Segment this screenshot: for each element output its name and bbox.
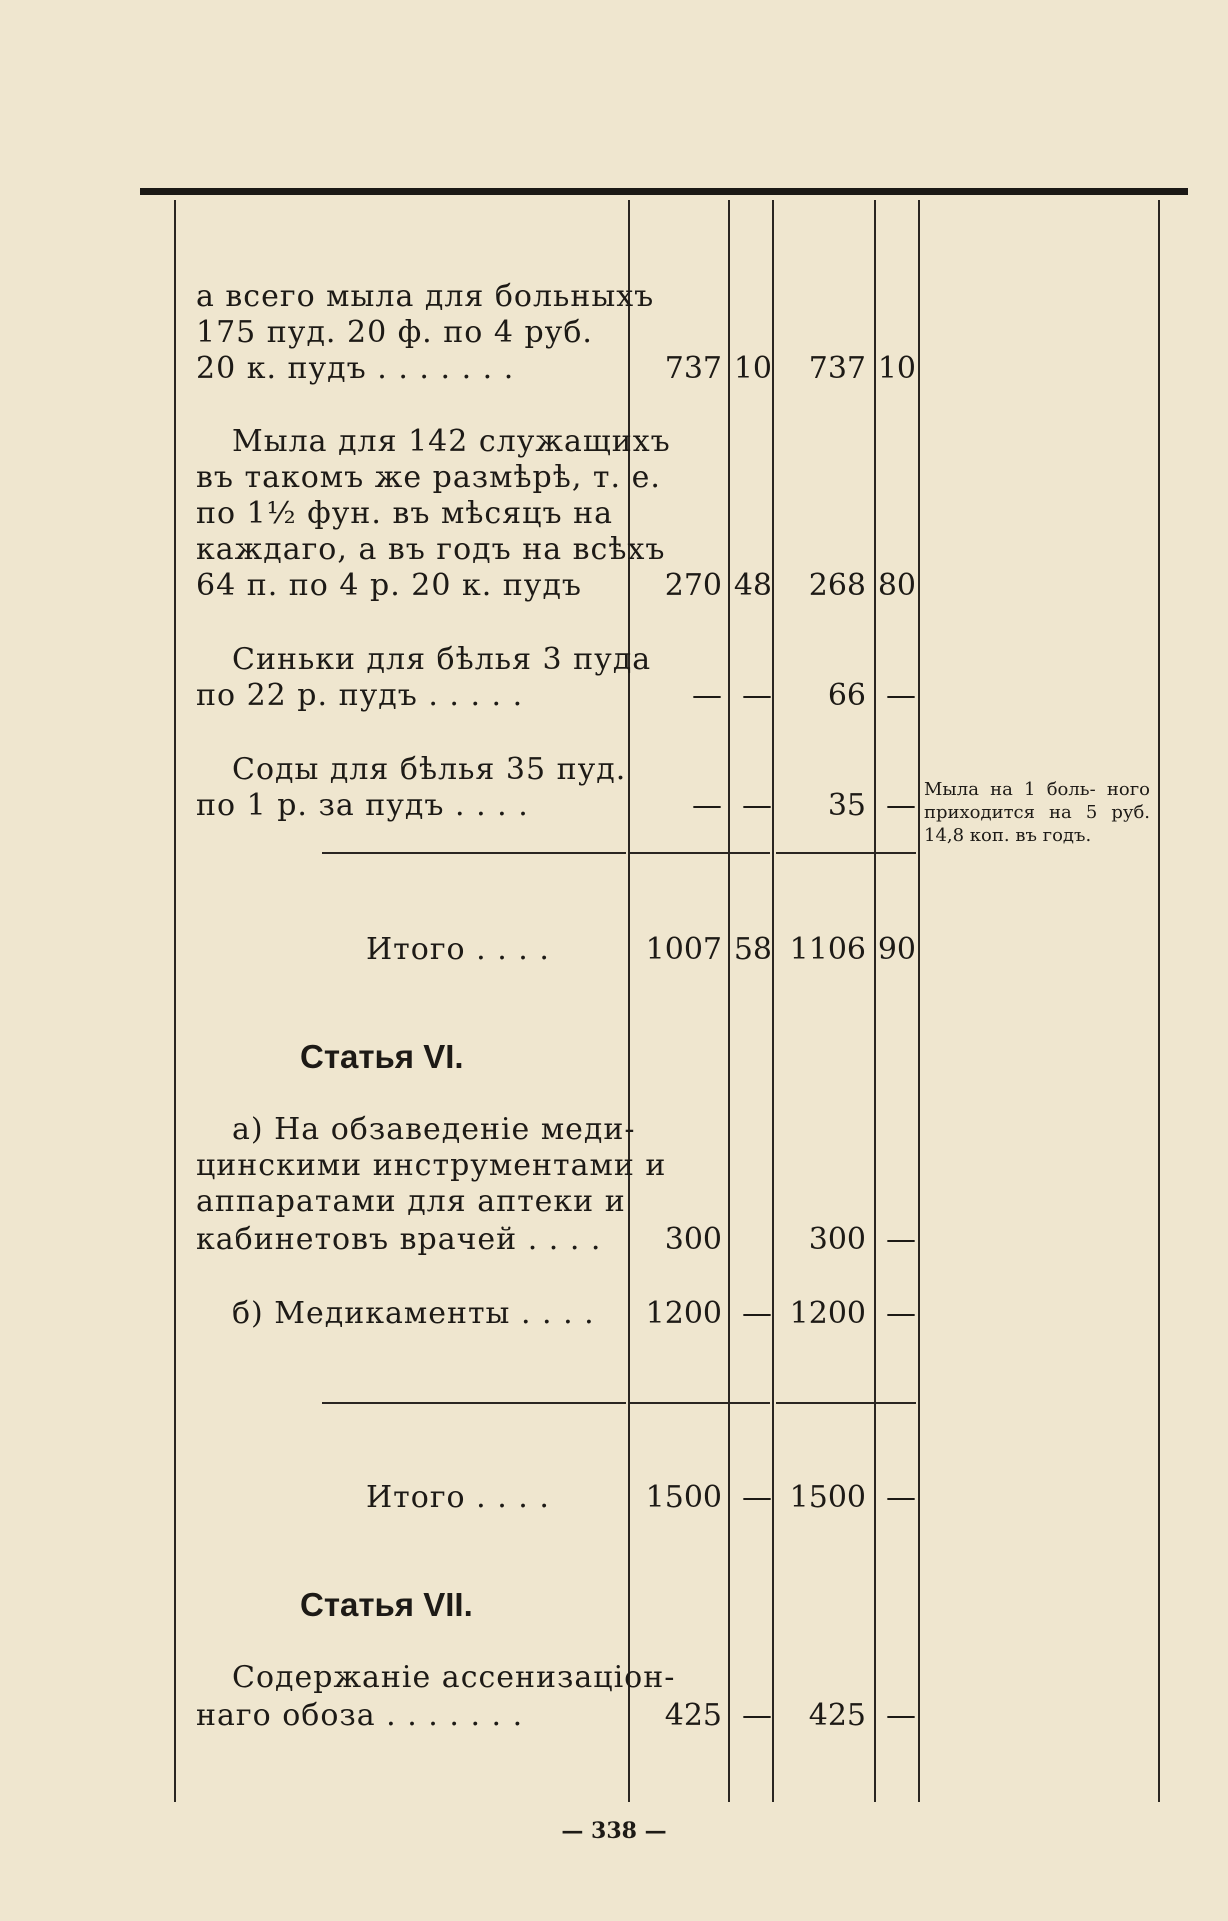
amount-kop: 48 xyxy=(733,568,772,603)
total-rub: 1500 xyxy=(645,1480,722,1515)
total-kop: — xyxy=(742,1480,772,1515)
row-text: а) На обзаведеніе меди- xyxy=(232,1112,636,1147)
amount-rub: 66 xyxy=(827,678,866,713)
total-kop: 58 xyxy=(733,932,772,967)
amount-rub: 737 xyxy=(664,351,722,386)
total-label: Итого . . . . xyxy=(366,932,550,967)
column-divider xyxy=(918,200,920,1802)
amount-kop: 10 xyxy=(877,351,916,386)
amount-rub: 1200 xyxy=(645,1296,722,1331)
subtotal-rule xyxy=(322,852,626,854)
page-number: — 338 — xyxy=(561,1818,667,1844)
row-text: кабинетовъ врачей . . . . xyxy=(196,1222,602,1257)
total-label: Итого . . . . xyxy=(366,1480,550,1515)
section-heading: Статья VII. xyxy=(300,1586,473,1623)
row-text: 20 к. пудъ . . . . . . . xyxy=(196,351,515,386)
left-border xyxy=(174,200,176,1802)
amount-rub: 737 xyxy=(808,351,866,386)
margin-note: Мыла на 1 боль- ного приходится на 5 руб. 14,8 коп. въ годъ. xyxy=(924,779,1150,846)
total-rub: 1007 xyxy=(645,932,722,967)
row-text: цинскими инструментами и xyxy=(196,1148,667,1183)
row-text: Соды для бѣлья 35 пуд. xyxy=(232,752,627,787)
column-divider xyxy=(772,200,774,1802)
row-text: наго обоза . . . . . . . xyxy=(196,1698,524,1733)
row-text: по 1 р. за пудъ . . . . xyxy=(196,788,529,823)
amount-kop: — xyxy=(886,1698,916,1733)
amount-kop: 10 xyxy=(733,351,772,386)
subtotal-rule xyxy=(630,1402,770,1404)
amount-kop: — xyxy=(742,1698,772,1733)
right-border xyxy=(1158,200,1160,1802)
row-text: б) Медикаменты . . . . xyxy=(232,1296,595,1331)
row-text: аппаратами для аптеки и xyxy=(196,1184,626,1219)
amount-kop: — xyxy=(742,678,772,713)
row-text: въ такомъ же размѣрѣ, т. е. xyxy=(196,460,661,495)
row-text: Синьки для бѣлья 3 пуда xyxy=(232,642,652,677)
amount-kop: — xyxy=(886,1296,916,1331)
amount-rub: 425 xyxy=(808,1698,866,1733)
amount-kop: — xyxy=(886,788,916,823)
row-text: Содержаніе ассенизаціон- xyxy=(232,1660,676,1695)
subtotal-rule xyxy=(322,1402,626,1404)
amount-kop: — xyxy=(742,1296,772,1331)
amount-rub: 425 xyxy=(664,1698,722,1733)
amount-kop: 80 xyxy=(877,568,916,603)
row-text: Мыла для 142 служащихъ xyxy=(232,424,671,459)
total-kop: — xyxy=(886,1480,916,1515)
amount-rub: 300 xyxy=(664,1222,722,1257)
row-text: 64 п. по 4 р. 20 к. пудъ xyxy=(196,568,583,603)
subtotal-rule xyxy=(776,852,916,854)
column-divider xyxy=(874,200,876,1802)
amount-rub: 270 xyxy=(664,568,722,603)
row-text: каждаго, а въ годъ на всѣхъ xyxy=(196,532,666,567)
amount-rub: 35 xyxy=(827,788,866,823)
row-text: по 22 р. пудъ . . . . . xyxy=(196,678,524,713)
amount-kop: — xyxy=(742,788,772,823)
amount-rub: 268 xyxy=(808,568,866,603)
total-kop: 90 xyxy=(877,932,916,967)
amount-kop: — xyxy=(886,678,916,713)
column-divider xyxy=(728,200,730,1802)
row-text: по 1½ фун. въ мѣсяцъ на xyxy=(196,496,613,531)
amount-kop: — xyxy=(886,1222,916,1257)
total-rub: 1106 xyxy=(789,932,866,967)
amount-rub: — xyxy=(692,678,722,713)
subtotal-rule xyxy=(630,852,770,854)
row-text: 175 пуд. 20 ф. по 4 руб. xyxy=(196,315,593,350)
total-rub: 1500 xyxy=(789,1480,866,1515)
amount-rub: 1200 xyxy=(789,1296,866,1331)
amount-rub: 300 xyxy=(808,1222,866,1257)
section-heading: Статья VI. xyxy=(300,1038,464,1075)
top-rule xyxy=(140,188,1188,195)
subtotal-rule xyxy=(776,1402,916,1404)
row-text: а всего мыла для больныхъ xyxy=(196,279,655,314)
amount-rub: — xyxy=(692,788,722,823)
